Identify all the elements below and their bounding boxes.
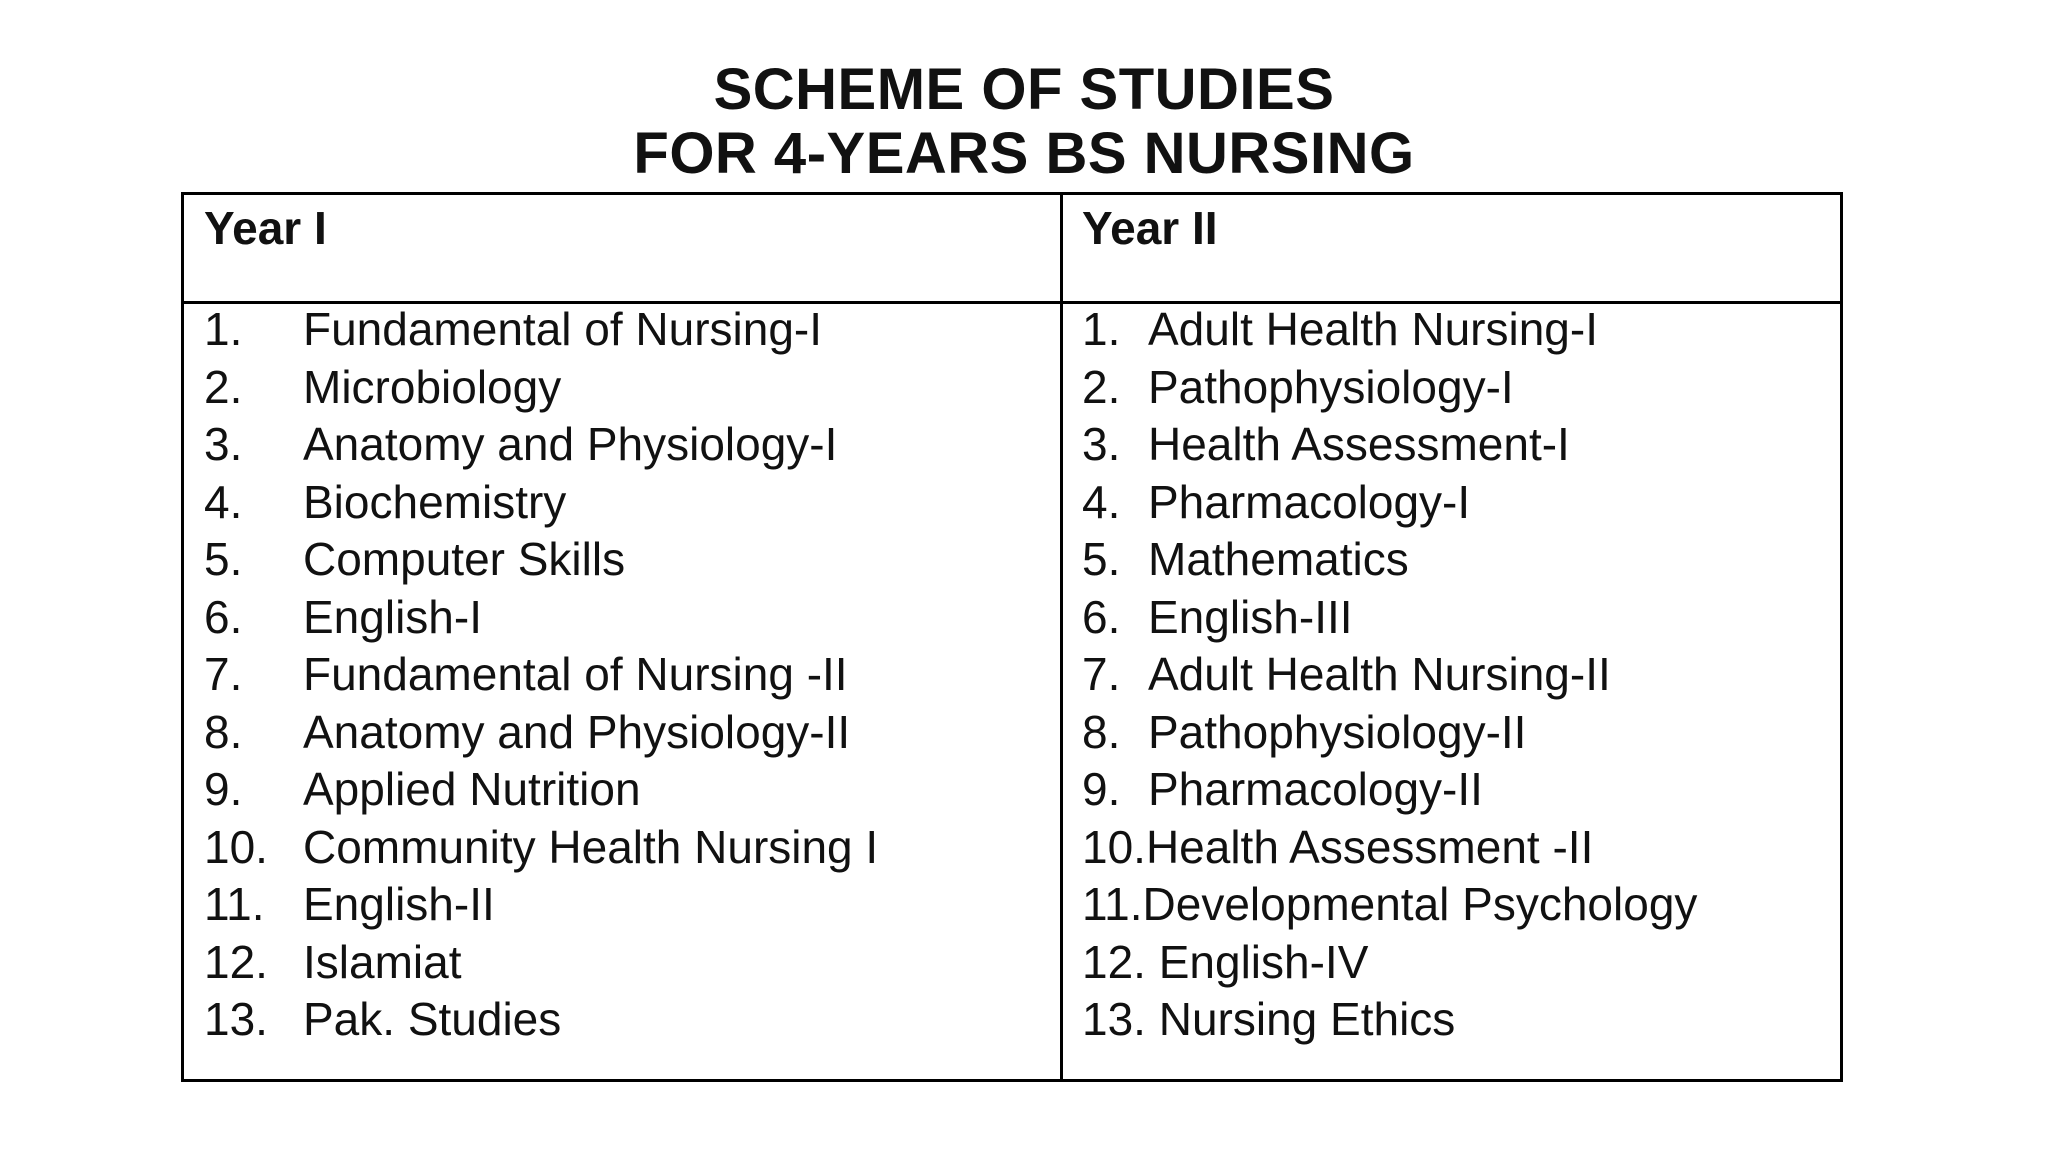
course-number: 3. <box>1082 418 1121 470</box>
course-name: Community Health Nursing I <box>303 820 879 873</box>
course-name: Fundamental of Nursing -II <box>303 648 848 700</box>
course-item <box>204 761 1044 819</box>
course-name: Anatomy and Physiology-I <box>303 418 838 470</box>
course-item <box>1082 934 1832 992</box>
course-number: 8. <box>204 705 243 758</box>
course-number: 13. <box>1082 993 1146 1045</box>
course-number: 7. <box>1082 648 1121 700</box>
course-item <box>204 819 1044 877</box>
course-name: Applied Nutrition <box>303 763 641 815</box>
course-item <box>1082 416 1832 474</box>
course-item <box>1082 991 1832 1049</box>
course-item <box>1082 589 1832 647</box>
course-name: Fundamental of Nursing-I <box>303 303 823 355</box>
course-number: 1. <box>1082 303 1121 355</box>
course-number: 2. <box>204 360 243 413</box>
course-number: 7. <box>204 648 243 700</box>
course-item <box>204 934 1044 992</box>
course-item <box>1082 819 1832 877</box>
course-item <box>204 876 1044 934</box>
course-name: Mathematics <box>1148 533 1409 585</box>
course-name: Pak. Studies <box>303 993 562 1045</box>
course-item <box>204 531 1044 589</box>
course-number: 5. <box>204 533 243 585</box>
course-number: 5. <box>1082 533 1121 585</box>
course-name: Microbiology <box>303 360 562 413</box>
course-item <box>1082 531 1832 589</box>
course-name: Developmental Psychology <box>1142 878 1698 930</box>
course-name: Computer Skills <box>303 533 626 585</box>
course-number: 10. <box>204 820 268 873</box>
course-number: 3. <box>204 418 243 470</box>
course-number: 1. <box>204 303 243 355</box>
course-name: English-III <box>1148 590 1353 643</box>
course-name: Nursing Ethics <box>1145 993 1456 1045</box>
course-number: 11. <box>1082 878 1143 930</box>
year-1-header: Year I <box>204 202 327 254</box>
course-name: Islamiat <box>303 935 462 988</box>
course-number: 13. <box>204 993 268 1045</box>
course-item <box>1082 761 1832 819</box>
course-name: Adult Health Nursing-II <box>1148 648 1611 700</box>
title-line-1: SCHEME OF STUDIES <box>713 57 1335 122</box>
scheme-table <box>181 192 1843 1082</box>
page-title <box>0 58 2048 186</box>
course-name: Biochemistry <box>303 475 567 528</box>
course-item <box>1082 876 1832 934</box>
course-number: 6. <box>1082 590 1121 643</box>
course-item <box>204 301 1044 359</box>
course-item <box>1082 359 1832 417</box>
course-number: 6. <box>204 590 243 643</box>
course-name: Adult Health Nursing-I <box>1148 303 1598 355</box>
course-name: English-I <box>303 590 482 643</box>
course-name: Health Assessment-I <box>1148 418 1570 470</box>
course-item <box>1082 474 1832 532</box>
course-number: 10. <box>1082 820 1146 873</box>
course-name: English-IV <box>1145 935 1369 988</box>
course-number: 8. <box>1082 705 1121 758</box>
course-number: 12. <box>1082 935 1146 988</box>
year-2-header: Year II <box>1082 202 1218 254</box>
course-number: 4. <box>1082 475 1121 528</box>
course-item <box>204 416 1044 474</box>
column-divider <box>1060 195 1063 1079</box>
course-number: 12. <box>204 935 268 988</box>
year-2-course-list <box>1082 301 1832 1049</box>
course-item <box>204 991 1044 1049</box>
course-item <box>204 474 1044 532</box>
course-number: 9. <box>204 763 243 815</box>
course-name: Pharmacology-I <box>1148 475 1471 528</box>
course-name: Pharmacology-II <box>1148 763 1483 815</box>
course-item <box>204 646 1044 704</box>
course-item <box>1082 301 1832 359</box>
course-number: 11. <box>204 878 265 930</box>
course-name: Pathophysiology-II <box>1148 705 1527 758</box>
course-item <box>1082 704 1832 762</box>
course-name: Pathophysiology-I <box>1148 360 1514 413</box>
course-name: English-II <box>303 878 495 930</box>
course-item <box>1082 646 1832 704</box>
title-line-2: FOR 4-YEARS BS NURSING <box>633 121 1415 186</box>
course-item <box>204 704 1044 762</box>
course-name: Health Assessment -II <box>1145 820 1594 873</box>
course-number: 9. <box>1082 763 1121 815</box>
year-1-course-list <box>204 301 1044 1049</box>
course-item <box>204 359 1044 417</box>
course-name: Anatomy and Physiology-II <box>303 705 851 758</box>
course-number: 4. <box>204 475 243 528</box>
course-item <box>204 589 1044 647</box>
course-number: 2. <box>1082 360 1121 413</box>
